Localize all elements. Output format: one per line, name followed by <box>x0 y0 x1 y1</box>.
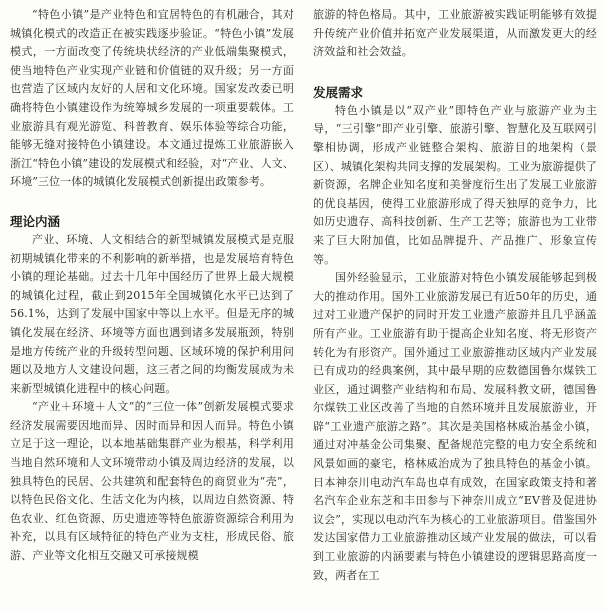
section-heading-theory: 理论内涵 <box>10 213 61 229</box>
continued-paragraph: 旅游的特色格局。其中，工业旅游被实践证明能够有效提升传统产业价值并拓宽产业发展渠道，从而激发更大的经济效益和社会效益。 <box>313 8 597 59</box>
right-column <box>313 6 597 585</box>
intro-paragraph: “特色小镇”是产业特色和宜居特色的有机融合，其对城镇化模式的改造正在被实践逐步验证。“特色小镇”发展模式，一方面改变了传统块状经济的产业低端集聚模式，使当地特色产业实现产业链和价值链的双升级；另一方面也营造了区域内友好的人居和文化环境。国家发改委已明确将特色小镇建设作为统筹城乡发展的一项重要载体。工业旅游具有观光游览、科普教育、娱乐体验等综合功能，能够无缝对接特色小镇建设。本文通过提炼工业旅游嵌入浙江“特色小镇”建设的发展模式和经验，对“产业、人文、环境”三位一体的城镇化发展模式创新提出政策参考。 <box>10 8 294 189</box>
demand-paragraph-1: 特色小镇是以“双产业”即特色产业与旅游产业为主导，“三引擎”即产业引擎、旅游引擎、智慧化及互联网引擎相协调，形成产业链整合架构、旅游目的地架构（景区）、城镇化架构共同支撑的发展架构。工业为旅游提供了新资源，名牌企业知名度和美誉度衍生出了发展工业旅游的优良基因，使得工业旅游形成了得天独厚的竞争力，比如历史遗存、高科技创新、生产工艺等；旅游也为工业带来了巨大附加值，比如品牌提升、产品推广、形象宣传等。 <box>313 103 597 266</box>
left-column <box>10 6 294 566</box>
demand-paragraph-2: 国外经验显示，工业旅游对特色小镇发展能够起到极大的推动作用。国外工业旅游发展已有近50年的历史，通过对工业遗产保护的同时开发工业遗产旅游并且几乎涵盖所有产业。工业旅游有助于提高企业知名度、将无形资产转化为有形资产。国外通过工业旅游推动区域内产业发展已有成功的经典案例，其中最早期的应数德国鲁尔煤铁工业区，通过调整产业结构和布局、发展科教文研，德国鲁尔煤铁工业区改善了当地的自然环境并且发展旅游业，开辟“工业遗产旅游之路”。其次是美国格林威治基金小镇，通过对冲基金公司集聚、配备规范完整的电力安全系统和风景如画的豪宅，格林威治成为了独具特色的基金小镇。日本神奈川电动汽车岛也卓有成效，在国家政策支持和著名汽车企业东芝和丰田参与下神奈川成立“EV普及促进协议会”，实现以电动汽车为核心的工业旅游项目。借鉴国外发达国家借力工业旅游推动区域产业发展的做法，可以看到工业旅游的内涵要素与特色小镇建设的逻辑思路高度一致，两者在工 <box>313 271 597 582</box>
section-heading-demand: 发展需求 <box>313 84 364 100</box>
theory-paragraph-1: 产业、环境、人文相结合的新型城镇发展模式是克服初期城镇化带来的不利影响的新举措，也是发展培育特色小镇的理论基础。过去十几年中国经历了世界上最大规模的城镇化过程，截止到2015年全国城镇化水平已达到了56.1%，达到了发展中国家中等以上水平。但是无序的城镇化发展在经济、环境等方面也遇到诸多发展瓶颈，特别是地方传统产业的升级转型问题、区域环境的保护利用问题以及地方人文建设问题，这三者之间的均衡发展成为未来新型城镇化进程中的核心问题。 <box>10 232 294 395</box>
theory-paragraph-2: “产业＋环境＋人文”的“三位一体”创新发展模式要求经济发展需要因地而异、因时而异和因人而异。特色小镇立足于这一理论，以本地基础集群产业为根基，科学利用当地自然环境和人文环境带动小镇及周边经济的发展，以独具特色的民居、公共建筑和配套特色的商贸业为“壳”，以特色民俗文化、生活文化为内核，以周边自然资源、特色农业、红色资源、历史遗迹等特色旅游资源综合利用为补充，以具有区域特征的特色产业为支柱，形成民俗、旅游、产业等文化相互交融又可承接规模 <box>10 400 294 563</box>
